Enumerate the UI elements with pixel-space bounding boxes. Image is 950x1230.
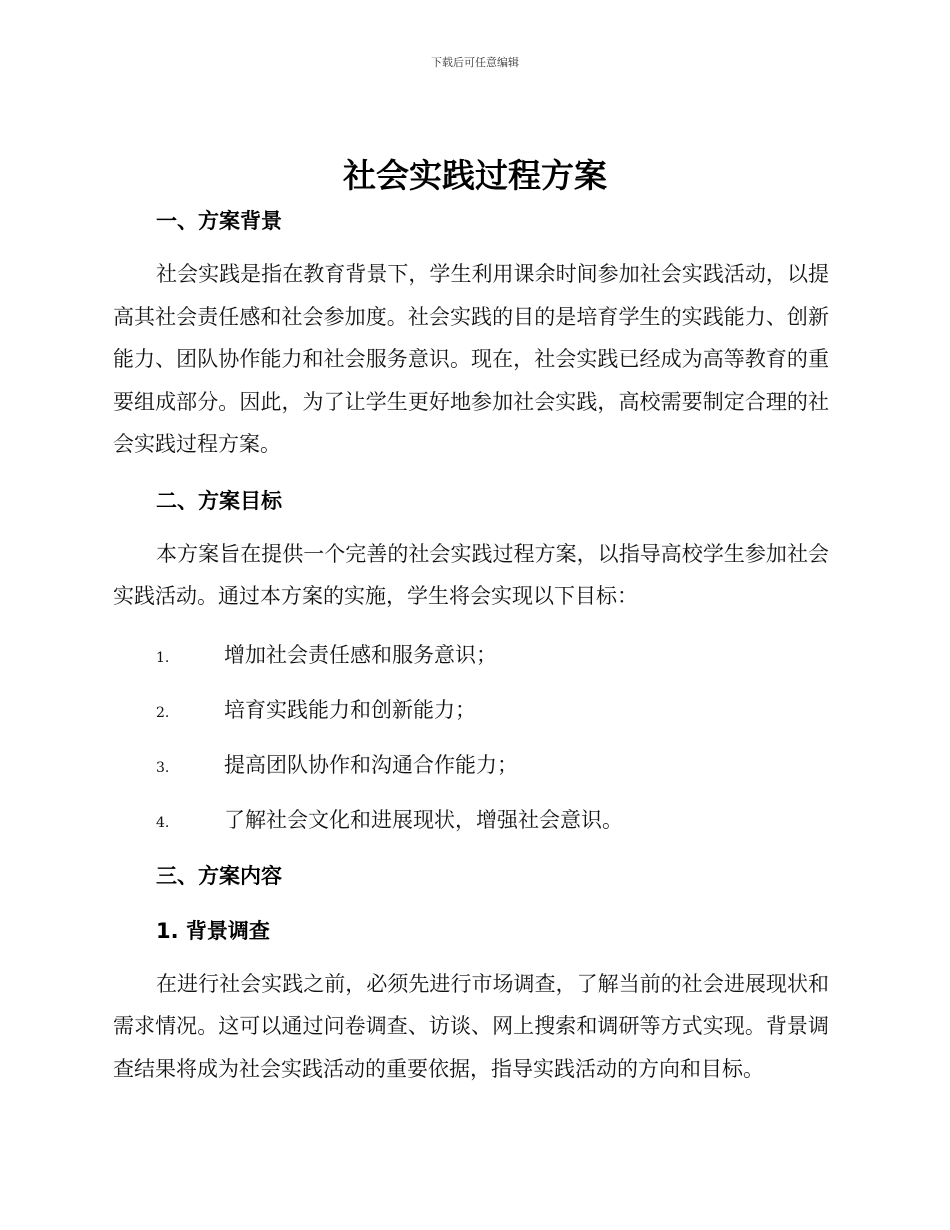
section-paragraph-survey: 在进行社会实践之前，必须先进行市场调查，了解当前的社会进展现状和需求情况。这可以通过问卷调查、访谈、网上搜索和调研等方式实现。背景调查结果将成为社会实践活动的重要依据，指导实践活动的方向和目标。 [113,971,829,1081]
document-title: 社会实践过程方案 [343,156,607,195]
list-item-number: 2. [156,704,170,721]
section-heading-goals: 二、方案目标 [156,488,282,513]
subsection-heading-background-survey: 1. 背景调查 [156,918,270,943]
list-item-number: 4. [156,814,170,831]
list-item [113,793,829,848]
list-item-text: 增加社会责任感和服务意识； [224,642,497,667]
list-item [113,738,829,793]
list-item-number: 1. [156,649,170,666]
page-header: 下载后可任意编辑 [431,56,519,69]
list-item [113,683,829,738]
list-item-number: 3. [156,759,170,776]
section-paragraph-background: 社会实践是指在教育背景下，学生利用课余时间参加社会实践活动，以提高其社会责任感和社会参加度。社会实践的目的是培育学生的实践能力、创新能力、团队协作能力和社会服务意识。现在，社会实践已经成为高等教育的重要组成部分。因此，为了让学生更好地参加社会实践，高校需要制定合理的社会实践过程方案。 [113,262,829,456]
list-item [113,628,829,683]
document-body [113,203,829,1090]
section-paragraph-goals: 本方案旨在提供一个完善的社会实践过程方案，以指导高校学生参加社会实践活动。通过本方案的实施，学生将会实现以下目标： [113,541,829,608]
list-item-text: 提高团队协作和沟通合作能力； [224,752,518,777]
goals-list [113,628,829,848]
section-heading-content: 三、方案内容 [156,863,282,888]
section-heading-background: 一、方案背景 [156,209,282,233]
list-item-text: 培育实践能力和创新能力； [224,697,476,722]
list-item-text: 了解社会文化和进展现状，增强社会意识。 [224,807,623,832]
